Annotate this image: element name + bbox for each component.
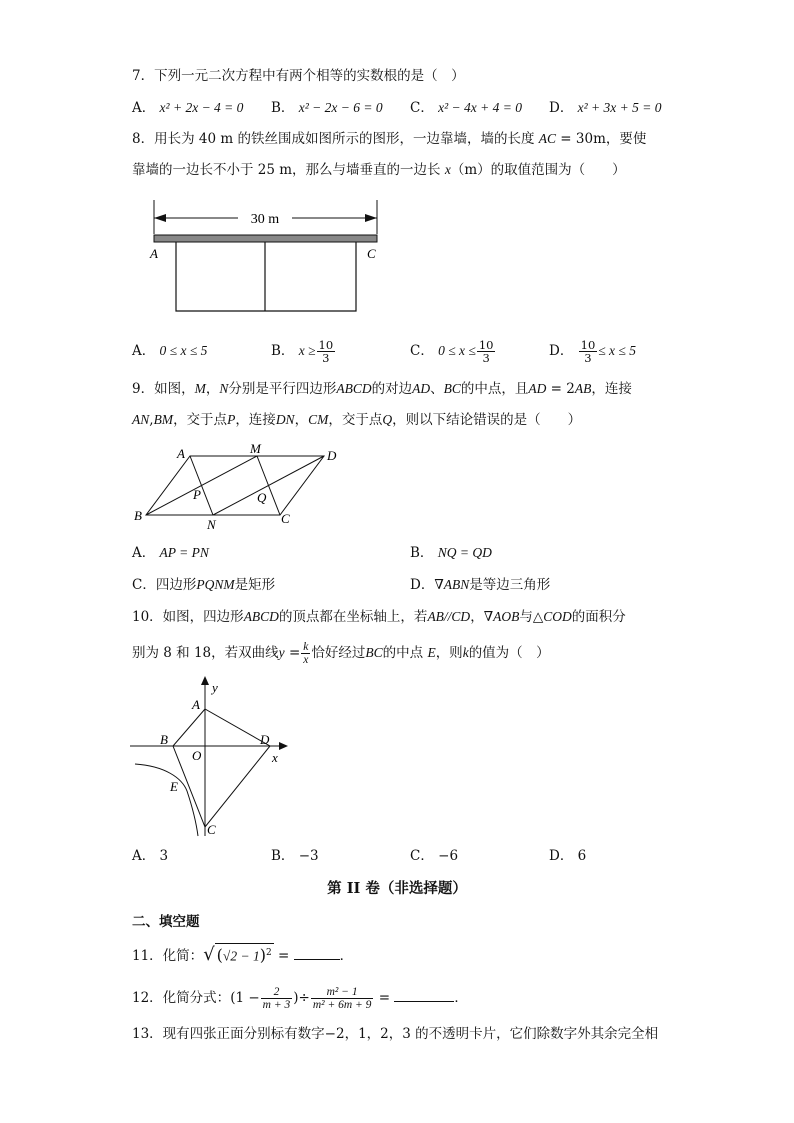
q9-option-d: D．∇ABN是等边三角形 bbox=[410, 577, 551, 593]
vertex-c: C bbox=[281, 511, 290, 526]
q8-option-a: A． 0 ≤ x ≤ 5 bbox=[132, 343, 208, 359]
q7-stem: 7．下列一元二次方程中有两个相等的实数根的是（ ） bbox=[132, 68, 465, 84]
fraction: $\frac{\text{m² − 1}}{\text{m² + 6m + 9}}$ bbox=[312, 986, 372, 1011]
axis-x-label: x bbox=[272, 750, 278, 765]
q10-option-c: C． −6 bbox=[410, 848, 459, 864]
q7-option-a bbox=[132, 98, 243, 118]
section-fill-in-blank: 二、填空题 bbox=[132, 914, 200, 930]
q8-fence-figure bbox=[140, 198, 390, 318]
q10-option-b: B． −3 bbox=[271, 848, 319, 864]
point-b: B bbox=[160, 732, 168, 747]
fraction: $\frac{10}{3}$ bbox=[580, 338, 596, 365]
point-p: P bbox=[193, 487, 201, 502]
option-letter: A． bbox=[132, 100, 156, 116]
q10-stem-line2: 别为 8 和 18，若双曲线y = $\frac{k}{x}$ 恰好经过BC的中点 E，则k的值为（ ） bbox=[132, 641, 550, 666]
q7-option-c bbox=[410, 98, 522, 118]
q7-option-d bbox=[549, 98, 662, 118]
fraction: $\frac{k}{x}$ bbox=[303, 641, 309, 666]
point-d: D bbox=[260, 732, 270, 747]
option-expr: x² − 4x + 4 = 0 bbox=[438, 100, 523, 115]
label-a: A bbox=[150, 246, 158, 261]
q10-coordinate-figure bbox=[130, 676, 300, 844]
option-expr: x² + 3x + 5 = 0 bbox=[577, 100, 662, 115]
q9-parallelogram-figure bbox=[130, 440, 350, 532]
point-c: C bbox=[207, 822, 216, 837]
fraction: $\frac{10}{3}$ bbox=[318, 338, 334, 365]
q9-option-b: B． NQ = QD bbox=[410, 545, 492, 561]
q9-option-c: C．四边形PQNM是矩形 bbox=[132, 577, 276, 593]
origin-o: O bbox=[192, 748, 202, 763]
dimension-label: 30 m bbox=[250, 212, 280, 227]
fraction: $\frac{10}{3}$ bbox=[478, 338, 494, 365]
q8-option-d: D． $\frac{10}{3}$ ≤ x ≤ 5 bbox=[549, 338, 636, 365]
q13-stem: 13．现有四张正面分别标有数字−2，1，2，3 的不透明卡片，它们除数字外其余完全相 bbox=[132, 1026, 659, 1042]
vertex-b: B bbox=[134, 508, 142, 523]
q11: 11．化简：√ $(√2 - 1)^2$ = ． bbox=[132, 944, 354, 965]
answer-blank[interactable] bbox=[394, 987, 454, 1002]
q9-option-a: A． AP = PN bbox=[132, 545, 209, 561]
q12: 12．化简分式：(1 − $\frac{2}{m + 3}$ )÷ $\frac{\text{m² − 1}}{\text{m² + 6m + 9}}$ = ． bbox=[132, 986, 468, 1011]
q10-option-d: D． 6 bbox=[549, 848, 587, 864]
q10-option-a: A． 3 bbox=[132, 848, 169, 864]
option-letter: D． bbox=[549, 100, 574, 116]
option-expr: x² − 2x − 6 = 0 bbox=[298, 100, 383, 115]
option-letter: B． bbox=[271, 100, 295, 116]
q9-stem-line1: 9．如图，M，N分别是平行四边形ABCD的对边AD、BC的中点，且AD = 2AB，连接 bbox=[132, 381, 632, 397]
label-c: C bbox=[367, 246, 376, 261]
vertex-a: A bbox=[177, 446, 185, 461]
q8-option-b: B． x ≥ $\frac{10}{3}$ bbox=[271, 338, 334, 365]
point-n: N bbox=[207, 517, 216, 532]
q8-option-c: C． 0 ≤ x ≤ $\frac{10}{3}$ bbox=[410, 338, 494, 365]
point-e: E bbox=[170, 779, 178, 794]
fraction: $\frac{2}{m + 3}$ bbox=[262, 986, 291, 1011]
part-two-title: 第 II 卷（非选择题） bbox=[327, 880, 467, 897]
point-q: Q bbox=[257, 490, 267, 505]
axis-y-label: y bbox=[212, 680, 218, 695]
point-m: M bbox=[250, 441, 261, 456]
point-a: A bbox=[192, 697, 200, 712]
answer-blank[interactable] bbox=[294, 945, 340, 960]
q8-stem-line1: 8．用长为 40 m 的铁丝围成如图所示的图形，一边靠墙，墙的长度 AC = 30m，要使 bbox=[132, 131, 647, 147]
q8-stem-line2: 靠墙的一边长不小于 25 m，那么与墙垂直的一边长 x（m）的取值范围为（ ） bbox=[132, 162, 626, 178]
option-letter: C． bbox=[410, 100, 434, 116]
vertex-d: D bbox=[327, 448, 337, 463]
option-expr: x² + 2x − 4 = 0 bbox=[159, 100, 244, 115]
q7-option-b bbox=[271, 98, 383, 118]
q10-stem-line1: 10．如图，四边形ABCD的顶点都在坐标轴上，若AB//CD，∇AOB与△COD的面积分 bbox=[132, 609, 626, 625]
q9-stem-line2: AN,BM，交于点P，连接DN，CM，交于点Q，则以下结论错误的是（ ） bbox=[132, 412, 582, 428]
